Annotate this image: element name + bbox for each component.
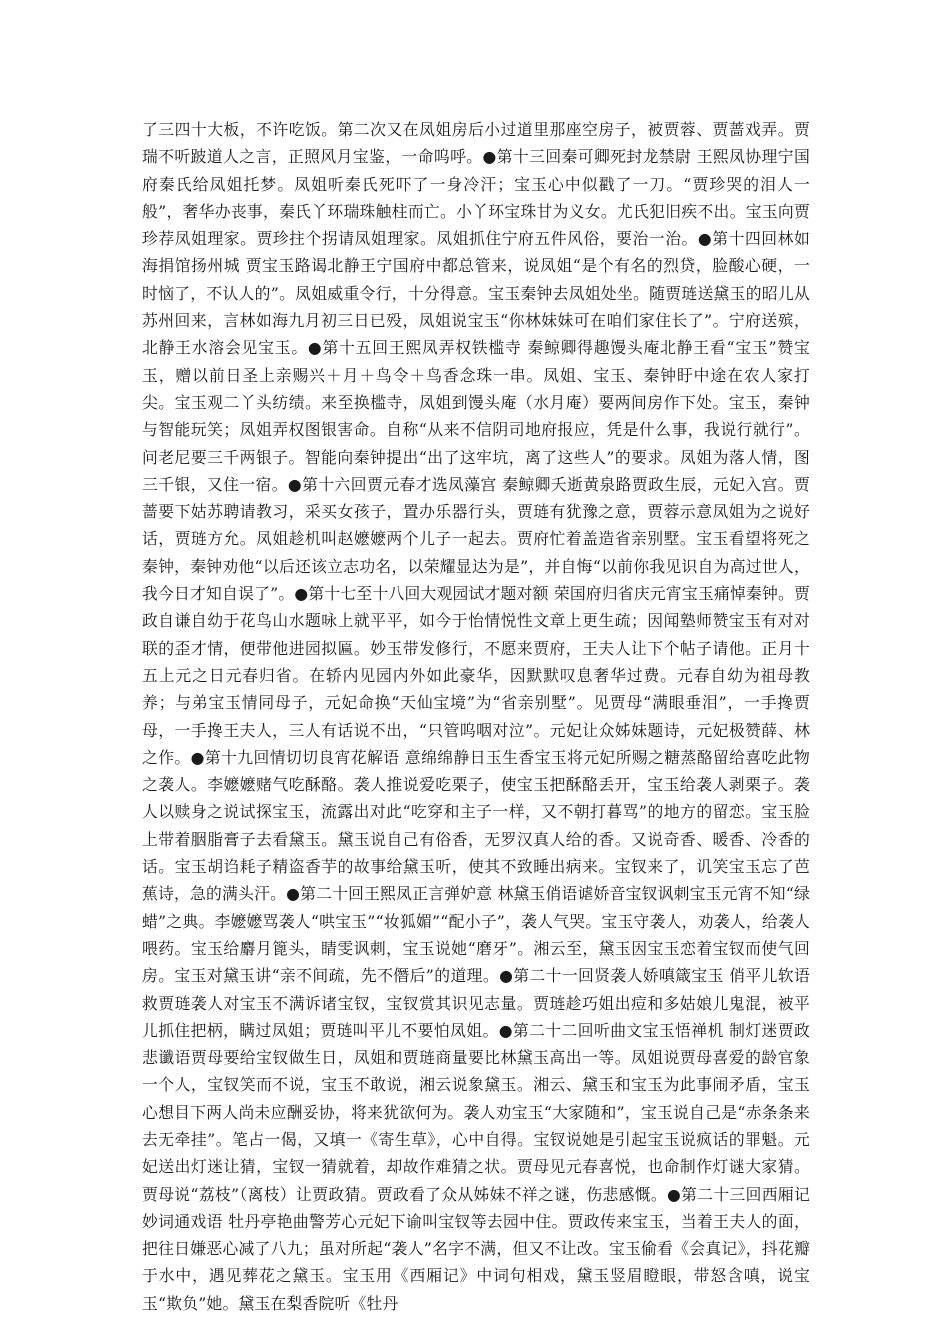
body-paragraph: 了三四十大板，不许吃饭。第二次又在凤姐房后小过道里那座空房子，被贾蓉、贾蔷戏弄。贾瑞不听跛道人之言，正照风月宝鉴，一命呜呼。●第十三回秦可卿死封龙禁尉 王熙凤协理宁国府秦氏给凤姐托梦。凤姐听秦氏死吓了一身冷汗；宝玉心中似戳了一刀。“贾珍哭的泪人一般”，奢华办丧事，秦氏丫环瑞珠触柱而亡。小丫环宝珠甘为义女。尤氏犯旧疾不出。宝玉向贾珍荐凤姐理家。贾珍拄个拐请凤姐理家。凤姐抓住宁府五件风俗，要治一治。●第十四回林如海捐馆扬州城 贾宝玉路谒北静王宁国府中都总管来，说凤姐“是个有名的烈贷，脸酸心硬，一时恼了，不认人的”。凤姐威重令行，十分得意。宝玉秦钟去凤姐处坐。随贾琏送黛玉的昭儿从苏州回来，言林如海九月初三日已殁，凤姐说宝玉“你林妹妹可在咱们家住长了”。宁府送殡，北静王水溶会见宝玉。●第十五回王熙凤弄权铁槛寺 秦鲸卿得趣馒头庵北静王看“宝玉”赞宝玉，赠以前日圣上亲赐兴＋月＋鸟令＋鸟香念珠一串。凤姐、宝玉、秦钟盱中途在农人家打尖。宝玉观二丫头纺绩。来至换槛寺，凤姐到馒头庵（水月庵）要两间房作下处。宝玉，秦钟与智能玩笑；凤姐弄权图银害命。自称“从来不信阴司地府报应，凭是什么事，我说行就行”。问老尼要三千两银子。智能向秦钟提出“出了这牢坑，离了这些人”的要求。凤姐为落人情，图三千银，又住一宿。●第十六回贾元春才选凤藻宫 秦鲸卿夭逝黄泉路贾政生辰，元妃入宫。贾蔷要下姑苏聘请教习，采买女孩子，置办乐器行头，贾琏有犹豫之意，贾蓉示意凤姐为之说好话，贾琏方允。凤姐趁机叫赵嬷嬷两个儿子一起去。贾府忙着盖造省亲别墅。宝玉看望将死之秦钟，秦钟劝他“以后还该立志功名，以荣耀显达为是”，并自悔“以前你我见识自为高过世人，我今日才知自误了”。●第十七至十八回大观园试才题对额 荣国府归省庆元宵宝玉痛悼秦钟。贾政自谦自幼于花鸟山水题咏上就平平，如今于怡情悦性文章上更生疏；因闻塾师赞宝玉有对对联的歪才情，便带他进园拟匾。妙玉带发修行，不愿来贾府，王夫人让下个帖子请他。正月十五上元之日元春归省。在轿内见园内外如此豪华，因默默叹息奢华过费。元春自幼为祖母教养；与弟宝玉情同母子，元妃命换“天仙宝境”为“省亲别墅”。见贾母“满眼垂泪”，一手搀贾母，一手搀王夫人，三人有话说不出，“只管呜咽对泣”。元妃让众姊妹题诗，元妃极赞薛、林之作。●第十九回情切切良宵花解语 意绵绵静日玉生香宝玉将元妃所赐之糖蒸酪留给喜吃此物之袭人。李嬷嬷赌气吃酥酪。袭人推说爱吃栗子，使宝玉把酥酪丢开，宝玉给袭人剥栗子。袭人以赎身之说试探宝玉，流露出对此“吃穿和主子一样，又不朝打暮骂”的地方的留恋。宝玉脸上带着胭脂膏子去看黛玉。黛玉说自己有俗香，无罗汉真人给的香。又说奇香、暖香、冷香的话。宝玉胡诌耗子精盗香芋的故事给黛玉听，使其不致睡出病来。宝钗来了，讥笑宝玉忘了芭蕉诗，急的满头汗。●第二十回王熙凤正言弹妒意 林黛玉俏语谑娇音宝钗讽刺宝玉元宵不知“绿蜡”之典。李嬷嬷骂袭人“哄宝玉”“妆狐媚”“配小子”，袭人气哭。宝玉守袭人，劝袭人，给袭人喂药。宝玉给麝月篦头，睛雯讽刺，宝玉说她“磨牙”。湘云至，黛玉因宝玉恋着宝钗而使气回房。宝玉对黛玉讲“亲不间疏，先不僭后”的道理。●第二十一回贤袭人娇嗔箴宝玉 俏平儿软语救贾琏袭人对宝玉不满诉诸宝钗，宝钗赏其识见志量。贾琏趁巧姐出痘和多姑娘儿鬼混，被平儿抓住把柄，瞒过凤姐；贾琏叫平儿不要怕凤姐。●第二十二回听曲文宝玉悟禅机 制灯迷贾政悲谶语贾母要给宝钗做生日，凤姐和贾琏商量要比林黛玉高出一等。凤姐说贾母喜爱的龄官象一个人，宝钗笑而不说，宝玉不敢说，湘云说象黛玉。湘云、黛玉和宝玉为此事闹矛盾，宝玉心想目下两人尚未应酬妥协，将来犹欲何为。袭人劝宝玉“大家随和”，宝玉说自己是“赤条条来去无牵挂”。笔占一偈，又填一《寄生草》，心中自得。宝钗说她是引起宝玉说疯话的罪魁。元妃送出灯迷让猜，宝钗一猜就着，却故作难猜之状。贾母见元春喜悦，也命制作灯谜大家猜。贾母说“荔枝”（离枝）让贾政猜。贾政看了众从姊妹不祥之谜，伤悲感慨。●第二十三回西厢记妙词通戏语 牡丹亭艳曲警芳心元妃下谕叫宝钗等去园中住。贾政传来宝玉，当着王夫人的面，把往日嫌恶心减了八九；虽对所起“袭人”名字不满，但又不让改。宝玉偷看《会真记》，抖花瓣于水中，遇见葬花之黛玉。宝玉用《西厢记》中词句相戏，黛玉竖眉瞪眼，带怒含嗔，说宝玉“欺负”她。黛玉在梨香院听《牡丹 — [142, 120, 810, 1313]
